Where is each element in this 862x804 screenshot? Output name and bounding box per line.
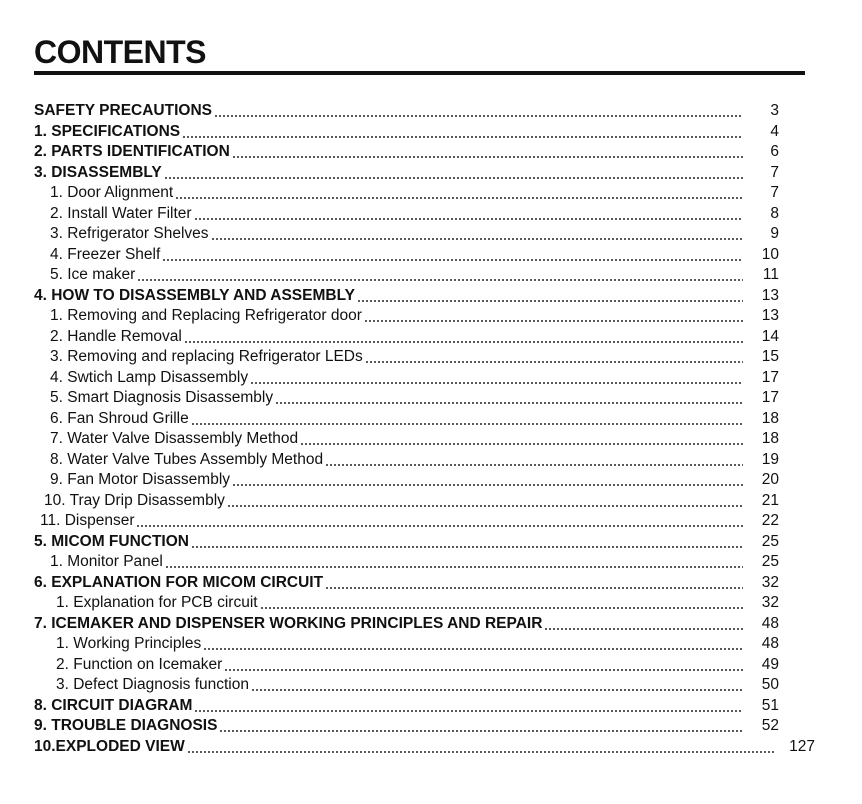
toc-entry-label: 1. Explanation for PCB circuit bbox=[56, 594, 258, 611]
toc-entry-page: 7 bbox=[770, 184, 779, 201]
dot-leader bbox=[357, 300, 743, 302]
toc-entry-label: 10.EXPLODED VIEW bbox=[34, 737, 185, 755]
dot-leader bbox=[175, 197, 743, 199]
toc-entry-page: 25 bbox=[761, 532, 779, 550]
toc-entry-page: 17 bbox=[761, 368, 779, 386]
toc-entry[interactable] bbox=[44, 491, 779, 511]
dot-leader bbox=[137, 279, 743, 281]
toc-entry[interactable] bbox=[34, 142, 779, 162]
toc-entry-page: 13 bbox=[761, 307, 779, 324]
toc-entry[interactable] bbox=[40, 511, 779, 531]
dot-leader bbox=[300, 443, 743, 445]
dot-leader bbox=[184, 341, 743, 343]
toc-entry[interactable] bbox=[56, 675, 779, 695]
toc-entry-label: 5. Ice maker bbox=[50, 266, 136, 283]
toc-entry-label: 10. Tray Drip Disassembly bbox=[44, 491, 225, 509]
toc-entry[interactable] bbox=[50, 245, 779, 265]
toc-entry-page: 25 bbox=[761, 553, 779, 570]
toc-entry-page: 17 bbox=[761, 389, 779, 406]
toc-entry-label: 3. Removing and replacing Refrigerator LEDs bbox=[50, 348, 363, 365]
toc-entry[interactable] bbox=[34, 696, 779, 716]
toc-entry[interactable] bbox=[50, 183, 779, 203]
dot-leader bbox=[164, 177, 743, 179]
toc-entry-label: 1. Monitor Panel bbox=[50, 553, 163, 570]
dot-leader bbox=[219, 730, 743, 732]
toc-entry[interactable] bbox=[50, 224, 779, 244]
toc-entry-page: 48 bbox=[761, 614, 779, 632]
toc-entry-label: 3. DISASSEMBLY bbox=[34, 163, 162, 181]
dot-leader bbox=[136, 525, 743, 527]
toc-entry[interactable] bbox=[50, 409, 779, 429]
toc-entry-label: 5. MICOM FUNCTION bbox=[34, 532, 189, 550]
toc-entry-label: 2. Handle Removal bbox=[50, 327, 182, 345]
toc-entry-label: 11. Dispenser bbox=[40, 512, 135, 529]
toc-entry-label: 2. Function on Icemaker bbox=[56, 655, 223, 673]
toc-entry[interactable] bbox=[34, 614, 779, 634]
title-rule bbox=[34, 71, 805, 75]
toc-entry[interactable] bbox=[34, 532, 779, 552]
toc-entry-page: 51 bbox=[761, 696, 779, 714]
toc-entry[interactable] bbox=[50, 552, 779, 572]
dot-leader bbox=[365, 361, 743, 363]
toc-entry-page: 9 bbox=[770, 225, 779, 242]
toc-entry[interactable] bbox=[50, 388, 779, 408]
toc-entry[interactable] bbox=[56, 634, 779, 654]
dot-leader bbox=[260, 607, 743, 609]
toc-entry-page: 127 bbox=[789, 737, 815, 755]
dot-leader bbox=[203, 648, 743, 650]
toc-entry-label: 3. Defect Diagnosis function bbox=[56, 676, 249, 693]
toc-entry-page: 22 bbox=[761, 512, 779, 529]
dot-leader bbox=[162, 259, 743, 261]
dot-leader bbox=[214, 115, 743, 117]
toc-entry-label: 8. Water Valve Tubes Assembly Method bbox=[50, 450, 324, 468]
toc-entry-label: SAFETY PRECAUTIONS bbox=[34, 102, 212, 119]
toc-entry-label: 6. EXPLANATION FOR MICOM CIRCUIT bbox=[34, 573, 324, 591]
toc-entry[interactable] bbox=[34, 737, 815, 757]
dot-leader bbox=[194, 218, 743, 220]
toc-entry-page: 3 bbox=[770, 102, 779, 119]
toc-entry[interactable] bbox=[50, 347, 779, 367]
toc-entry-label: 4. HOW TO DISASSEMBLY AND ASSEMBLY bbox=[34, 286, 355, 304]
dot-leader bbox=[165, 566, 743, 568]
toc-entry[interactable] bbox=[34, 716, 779, 736]
toc-entry-page: 32 bbox=[761, 594, 779, 611]
toc-entry[interactable] bbox=[50, 450, 779, 470]
dot-leader bbox=[364, 320, 743, 322]
toc-entry-page: 15 bbox=[761, 348, 779, 365]
dot-leader bbox=[250, 382, 743, 384]
toc-entry[interactable] bbox=[56, 593, 779, 613]
toc-entry-label: 7. Water Valve Disassembly Method bbox=[50, 430, 299, 447]
toc-entry-label: 3. Refrigerator Shelves bbox=[50, 225, 209, 242]
toc-entry[interactable] bbox=[50, 306, 779, 326]
dot-leader bbox=[211, 238, 743, 240]
toc-entry[interactable] bbox=[50, 470, 779, 490]
dot-leader bbox=[191, 546, 743, 548]
toc-entry-label: 9. TROUBLE DIAGNOSIS bbox=[34, 717, 218, 734]
toc-entry-page: 19 bbox=[761, 450, 779, 468]
toc-entry[interactable] bbox=[56, 655, 779, 675]
toc-entry-page: 14 bbox=[761, 327, 779, 345]
dot-leader bbox=[182, 136, 743, 138]
toc-entry-page: 32 bbox=[761, 573, 779, 591]
toc-entry-label: 1. Door Alignment bbox=[50, 184, 174, 201]
toc-entry[interactable] bbox=[50, 204, 779, 224]
dot-leader bbox=[325, 587, 743, 589]
toc-entry[interactable] bbox=[34, 163, 779, 183]
toc-entry[interactable] bbox=[34, 122, 779, 142]
toc-entry-page: 13 bbox=[761, 286, 779, 304]
dot-leader bbox=[227, 505, 743, 507]
dot-leader bbox=[224, 669, 743, 671]
dot-leader bbox=[187, 751, 775, 753]
toc-entry-label: 1. Removing and Replacing Refrigerator door bbox=[50, 307, 362, 324]
toc-entry-page: 50 bbox=[761, 676, 779, 693]
dot-leader bbox=[232, 484, 743, 486]
dot-leader bbox=[251, 689, 743, 691]
toc-entry-page: 48 bbox=[761, 635, 779, 652]
dot-leader bbox=[544, 628, 743, 630]
toc-entry-label: 1. Working Principles bbox=[56, 635, 202, 652]
toc-entry-page: 11 bbox=[762, 266, 779, 283]
dot-leader bbox=[191, 423, 743, 425]
toc-entry-page: 18 bbox=[761, 409, 779, 427]
toc-entry-label: 2. Install Water Filter bbox=[50, 204, 192, 222]
toc-entry[interactable] bbox=[50, 265, 779, 285]
dot-leader bbox=[194, 710, 743, 712]
toc-entry-page: 10 bbox=[761, 245, 779, 263]
toc-entry-page: 18 bbox=[761, 430, 779, 447]
dot-leader bbox=[325, 464, 743, 466]
toc-entry[interactable] bbox=[34, 286, 779, 306]
dot-leader bbox=[275, 402, 743, 404]
toc-entry-label: 2. PARTS IDENTIFICATION bbox=[34, 143, 230, 160]
toc-entry-label: 4. Swtich Lamp Disassembly bbox=[50, 368, 249, 386]
dot-leader bbox=[232, 156, 743, 158]
toc-entry-page: 8 bbox=[770, 204, 779, 222]
page-title: CONTENTS bbox=[34, 34, 206, 70]
toc-entry-label: 8. CIRCUIT DIAGRAM bbox=[34, 696, 193, 714]
toc-entry[interactable] bbox=[34, 101, 779, 121]
toc-entry-page: 52 bbox=[761, 717, 779, 734]
toc-entry-page: 4 bbox=[770, 122, 779, 140]
toc-entry-page: 20 bbox=[761, 471, 779, 488]
toc-entry-label: 4. Freezer Shelf bbox=[50, 245, 161, 263]
toc-entry[interactable] bbox=[50, 368, 779, 388]
toc-entry-page: 7 bbox=[770, 163, 779, 181]
toc-entry-page: 6 bbox=[770, 143, 779, 160]
toc-entry[interactable] bbox=[50, 327, 779, 347]
toc-entry-page: 49 bbox=[761, 655, 779, 673]
toc-entry[interactable] bbox=[50, 429, 779, 449]
toc-entry-page: 21 bbox=[761, 491, 779, 509]
toc-entry-label: 5. Smart Diagnosis Disassembly bbox=[50, 389, 274, 406]
toc-entry-label: 6. Fan Shroud Grille bbox=[50, 409, 189, 427]
toc-entry[interactable] bbox=[34, 573, 779, 593]
toc-entry-label: 7. ICEMAKER AND DISPENSER WORKING PRINCIPLES AND REPAIR bbox=[34, 614, 543, 632]
toc-entry-label: 9. Fan Motor Disassembly bbox=[50, 471, 231, 488]
toc-entry-label: 1. SPECIFICATIONS bbox=[34, 122, 181, 140]
